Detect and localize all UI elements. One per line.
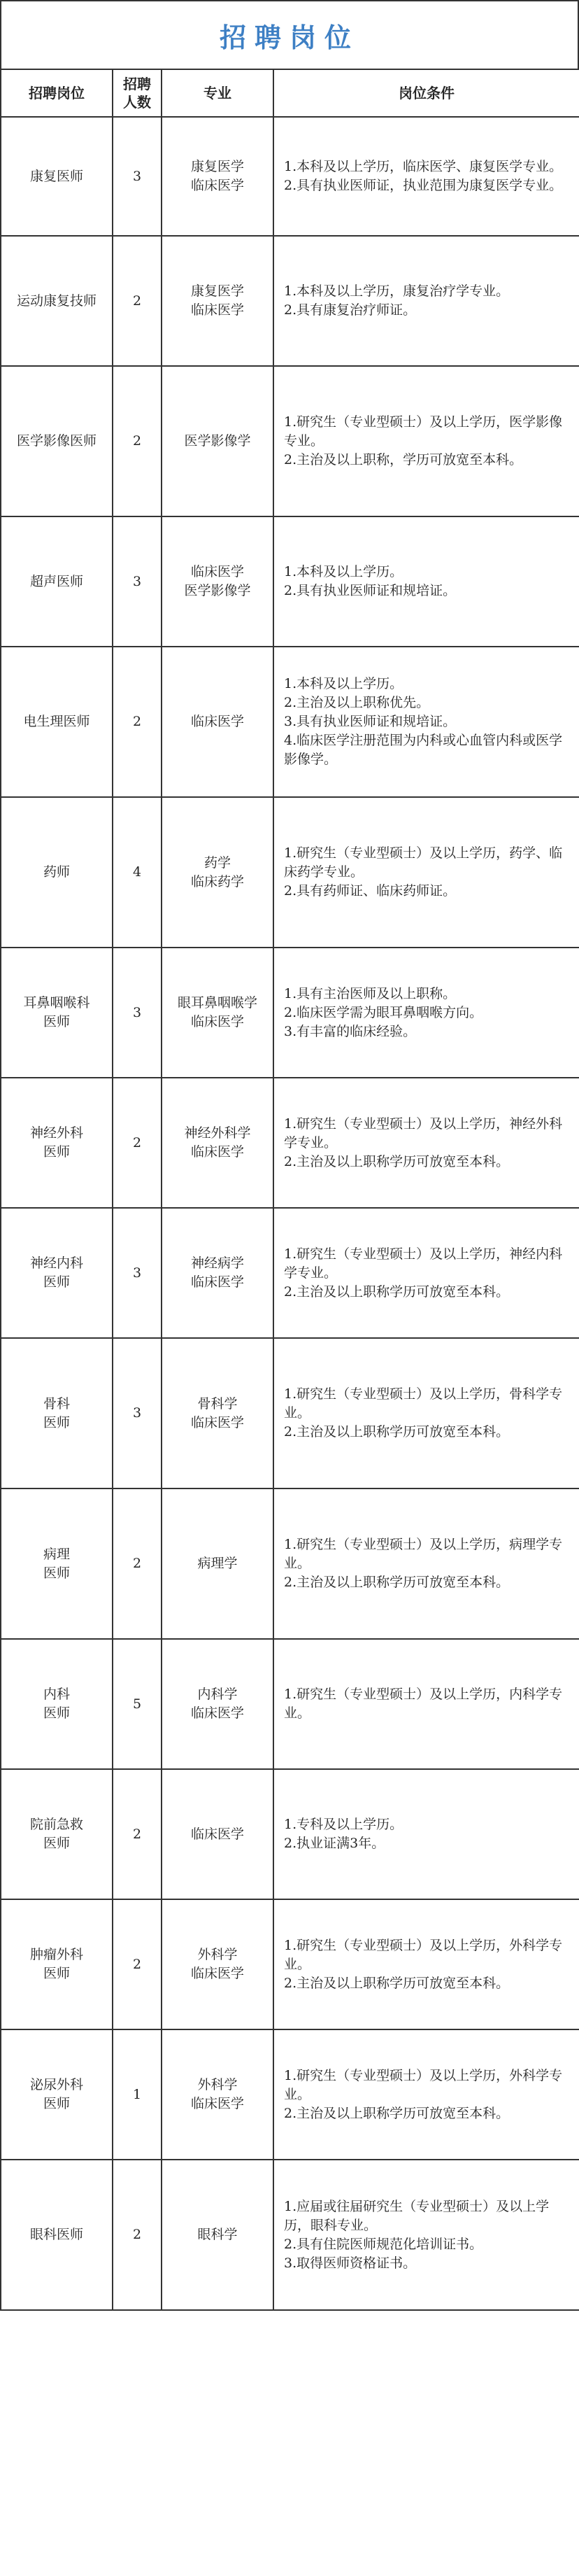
major-name: 临床医学 [190, 1705, 244, 1721]
requirements-cell [273, 2160, 579, 2310]
requirement-item: 2.具有康复治疗师证。 [284, 302, 417, 318]
requirement-item: 2.主治及以上职称学历可放宽至本科。 [284, 1575, 510, 1590]
major-name: 康复医学 [190, 159, 244, 174]
requirement-item: 1.本科及以上学历。 [284, 564, 403, 579]
major-name: 骨科学 [197, 1395, 238, 1412]
requirement-item: 3.具有执业医师证和规培证。 [284, 714, 457, 729]
major-name: 神经病学 [190, 1255, 244, 1271]
position-name: 神经外科 [29, 1125, 83, 1141]
count-cell: 2 [113, 1488, 162, 1639]
major-name: 神经外科学 [184, 1125, 251, 1141]
position-cell [1, 516, 113, 647]
requirement-item: 2.具有执业医师证和规培证。 [284, 583, 457, 598]
page-title: 招聘岗位 [219, 22, 359, 53]
requirement-item: 3.有丰富的临床经验。 [284, 1023, 417, 1039]
requirement-item: 4.临床医学注册范围为内科或心血管内科或医学影像学。 [284, 733, 563, 767]
table-row [1, 236, 579, 366]
position-name: 运动康复技师 [16, 293, 96, 309]
requirement-item: 1.研究生（专业型硕士）及以上学历，内科学专业。 [284, 1687, 563, 1721]
major-name: 临床医学 [190, 1274, 244, 1290]
table-row [1, 1769, 579, 1899]
requirement-item: 2.临床医学需为眼耳鼻咽喉方向。 [284, 1004, 483, 1020]
major-cell [162, 1639, 273, 1769]
position-name: 病理 [43, 1546, 70, 1562]
major-name: 医学影像学 [184, 433, 251, 449]
position-cell [1, 366, 113, 516]
requirement-item: 1.研究生（专业型硕士）及以上学历，骨科学专业。 [284, 1386, 563, 1421]
count-cell: 3 [113, 1208, 162, 1338]
position-name: 医师 [43, 2096, 70, 2111]
major-name: 临床医学 [190, 1014, 244, 1029]
requirements-cell [273, 1078, 579, 1208]
major-name: 外科学 [197, 1947, 238, 1962]
table-row [1, 2160, 579, 2310]
major-cell [162, 516, 273, 647]
requirement-item: 2.主治及以上职称，学历可放宽至本科。 [284, 452, 523, 467]
major-name: 临床医学 [190, 1966, 244, 1981]
position-name: 内科 [43, 1687, 70, 1702]
position-cell [1, 1338, 113, 1488]
position-cell [1, 2160, 113, 2310]
requirements-cell [273, 2029, 579, 2160]
requirement-item: 1.研究生（专业型硕士）及以上学历，神经内科学专业。 [284, 1246, 563, 1281]
count-cell: 4 [113, 797, 162, 948]
position-cell [1, 797, 113, 948]
requirement-item: 1.研究生（专业型硕士）及以上学历，医学影像专业。 [284, 414, 563, 449]
requirement-item: 2.执业证满3年。 [284, 1836, 385, 1851]
requirement-item: 2.主治及以上职称学历可放宽至本科。 [284, 1424, 510, 1440]
position-name: 医师 [43, 1836, 70, 1851]
major-name: 临床医学 [190, 564, 244, 579]
requirements-cell [273, 117, 579, 236]
position-name: 院前急救 [29, 1817, 83, 1832]
count-cell: 2 [113, 1078, 162, 1208]
major-name: 眼耳鼻咽喉学 [177, 995, 257, 1011]
header-major: 专业 [162, 69, 273, 117]
position-name: 泌尿外科 [29, 2077, 83, 2092]
requirement-item: 1.本科及以上学历，临床医学、康复医学专业。 [284, 159, 563, 174]
major-cell [162, 1078, 273, 1208]
position-cell [1, 647, 113, 797]
major-cell [162, 117, 273, 236]
requirements-cell [273, 948, 579, 1078]
position-name: 医师 [43, 1274, 70, 1290]
table-body [1, 117, 579, 2310]
requirements-cell [273, 236, 579, 366]
position-name: 医师 [43, 1144, 70, 1160]
position-name: 医师 [43, 1014, 70, 1029]
major-name: 临床医学 [190, 1144, 244, 1160]
major-name: 临床药学 [190, 873, 244, 889]
count-cell: 3 [113, 948, 162, 1078]
header-count-line1: 招聘 [123, 76, 151, 92]
position-cell [1, 2029, 113, 2160]
requirement-item: 1.具有主治医师及以上职称。 [284, 985, 457, 1001]
requirement-item: 1.本科及以上学历，康复治疗学专业。 [284, 283, 510, 299]
position-name: 电生理医师 [23, 714, 90, 729]
major-name: 临床医学 [190, 178, 244, 193]
position-name: 药师 [43, 864, 70, 880]
header-count [113, 69, 162, 117]
table-row [1, 647, 579, 797]
major-cell [162, 1208, 273, 1338]
count-cell: 3 [113, 516, 162, 647]
count-cell: 1 [113, 2029, 162, 2160]
requirement-item: 1.研究生（专业型硕士）及以上学历，病理学专业。 [284, 1537, 563, 1571]
position-cell [1, 1769, 113, 1899]
requirement-item: 2.主治及以上职称学历可放宽至本科。 [284, 1975, 510, 1991]
table-row [1, 797, 579, 948]
table-row [1, 948, 579, 1078]
count-cell: 2 [113, 366, 162, 516]
count-cell: 3 [113, 1338, 162, 1488]
table-row [1, 117, 579, 236]
position-name: 康复医师 [29, 168, 83, 184]
position-cell [1, 1639, 113, 1769]
position-cell [1, 236, 113, 366]
title-bar [0, 0, 579, 69]
position-name: 耳鼻咽喉科 [23, 995, 90, 1011]
major-name: 临床医学 [190, 2096, 244, 2111]
major-name: 临床医学 [190, 1826, 244, 1842]
position-name: 超声医师 [29, 573, 83, 589]
table-row [1, 1899, 579, 2029]
major-name: 药学 [203, 854, 231, 871]
table-row [1, 1078, 579, 1208]
requirement-item: 1.研究生（专业型硕士）及以上学历，外科学专业。 [284, 2067, 563, 2102]
requirement-item: 2.主治及以上职称优先。 [284, 695, 430, 710]
requirement-item: 1.研究生（专业型硕士）及以上学历，神经外科学专业。 [284, 1115, 563, 1150]
requirements-cell [273, 366, 579, 516]
position-name: 骨科 [43, 1395, 70, 1412]
major-cell [162, 366, 273, 516]
count-cell: 2 [113, 2160, 162, 2310]
major-cell [162, 2160, 273, 2310]
table-row [1, 366, 579, 516]
major-name: 内科学 [197, 1687, 238, 1702]
position-cell [1, 1208, 113, 1338]
table-row [1, 1338, 579, 1488]
requirement-item: 2.主治及以上职称学历可放宽至本科。 [284, 2105, 510, 2121]
requirement-item: 2.主治及以上职称学历可放宽至本科。 [284, 1283, 510, 1300]
position-name: 肿瘤外科 [29, 1947, 83, 1962]
major-cell [162, 236, 273, 366]
header-count-line2: 人数 [123, 94, 151, 111]
position-cell [1, 117, 113, 236]
positions-table [0, 69, 579, 2311]
position-cell [1, 948, 113, 1078]
count-cell: 2 [113, 1769, 162, 1899]
requirements-cell [273, 1899, 579, 2029]
major-name: 病理学 [197, 1556, 238, 1571]
major-cell [162, 1899, 273, 2029]
requirements-cell [273, 797, 579, 948]
requirement-item: 1.专科及以上学历。 [284, 1817, 403, 1832]
count-cell: 2 [113, 647, 162, 797]
requirement-item: 2.具有住院医师规范化培训证书。 [284, 2236, 483, 2252]
position-cell [1, 1899, 113, 2029]
major-cell [162, 1488, 273, 1639]
requirement-item: 3.取得医师资格证书。 [284, 2255, 417, 2271]
requirement-item: 1.本科及以上学历。 [284, 676, 403, 691]
requirements-cell [273, 1208, 579, 1338]
major-name: 外科学 [197, 2077, 238, 2092]
requirement-item: 2.具有药师证、临床药师证。 [284, 883, 457, 899]
position-name: 医学影像医师 [16, 433, 96, 449]
requirements-cell [273, 1639, 579, 1769]
header-requirements: 岗位条件 [273, 69, 579, 117]
requirement-item: 1.研究生（专业型硕士）及以上学历，外科学专业。 [284, 1937, 563, 1972]
count-cell: 3 [113, 117, 162, 236]
requirement-item: 1.研究生（专业型硕士）及以上学历，药学、临床药学专业。 [284, 845, 563, 880]
requirements-cell [273, 647, 579, 797]
requirements-cell [273, 1488, 579, 1639]
major-name: 医学影像学 [184, 583, 251, 598]
table-row [1, 516, 579, 647]
position-name: 医师 [43, 1966, 70, 1981]
major-name: 康复医学 [190, 283, 244, 299]
position-name: 眼科医师 [29, 2227, 83, 2242]
requirements-cell [273, 516, 579, 647]
count-cell: 2 [113, 1899, 162, 2029]
position-cell [1, 1488, 113, 1639]
table-row [1, 2029, 579, 2160]
major-cell [162, 2029, 273, 2160]
major-cell [162, 647, 273, 797]
table-row [1, 1639, 579, 1769]
header-position: 招聘岗位 [1, 69, 113, 117]
position-name: 医师 [43, 1414, 70, 1430]
requirements-cell [273, 1338, 579, 1488]
major-cell [162, 797, 273, 948]
major-cell [162, 1338, 273, 1488]
table-row [1, 1208, 579, 1338]
table-header-row [1, 69, 579, 117]
position-name: 医师 [43, 1705, 70, 1721]
requirement-item: 1.应届或往届研究生（专业型硕士）及以上学历，眼科专业。 [284, 2198, 550, 2233]
major-name: 临床医学 [190, 714, 244, 729]
position-cell [1, 1078, 113, 1208]
major-name: 临床医学 [190, 1414, 244, 1430]
position-name: 神经内科 [29, 1255, 83, 1271]
requirement-item: 2.具有执业医师证，执业范围为康复医学专业。 [284, 178, 563, 193]
position-name: 医师 [43, 1565, 70, 1581]
requirements-cell [273, 1769, 579, 1899]
table-row [1, 1488, 579, 1639]
major-cell [162, 948, 273, 1078]
count-cell: 2 [113, 236, 162, 366]
major-name: 临床医学 [190, 302, 244, 318]
major-name: 眼科学 [197, 2227, 238, 2242]
count-cell: 5 [113, 1639, 162, 1769]
major-cell [162, 1769, 273, 1899]
requirement-item: 2.主治及以上职称学历可放宽至本科。 [284, 1153, 510, 1169]
